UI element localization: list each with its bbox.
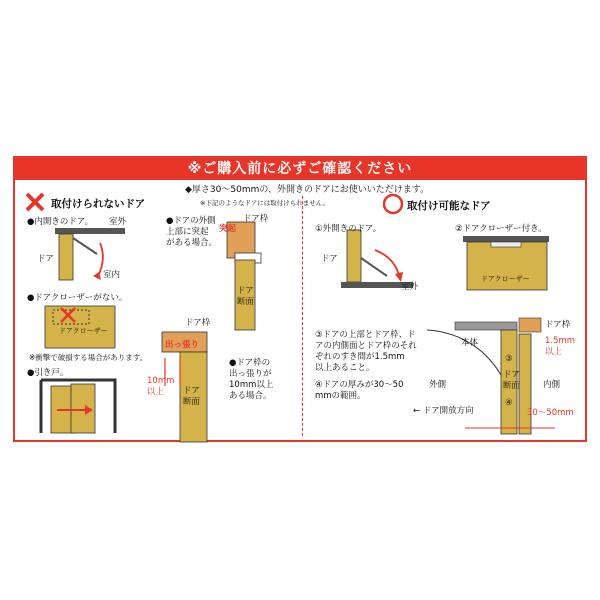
no-closer-note: ※衝撃で破損する場合があります。 bbox=[29, 353, 148, 362]
inward-door-label: ドア bbox=[37, 254, 54, 264]
red-x-icon bbox=[27, 194, 43, 210]
sliding-door-diagram bbox=[41, 380, 115, 433]
top-frame-label: ドア枠 bbox=[243, 214, 269, 224]
frame-protrusion-caption: ●ドア枠の 出っ張りが 10mm以上 ある場合。 bbox=[229, 358, 274, 401]
frame-protrusion-section: ドア 断面 bbox=[183, 386, 201, 407]
inward-door-caption: ●内開きのドア。 bbox=[27, 217, 93, 227]
frame-protrusion-frame-label: ドア枠 bbox=[185, 318, 211, 328]
intro-line2: ※下記のようなドアには取付けられません。 bbox=[200, 199, 330, 207]
diagram-direction-label: ← ドア開放方向 bbox=[413, 406, 474, 416]
top-section-label: ドア 断面 bbox=[237, 286, 255, 307]
item3-text: ③ドアの上部とドア枠、ド アの内側面とドア枠のそれ ぞれのすき間が1.5mm 以上あること。 bbox=[315, 330, 417, 373]
diagram-body-label: 本体 bbox=[461, 338, 479, 348]
item1-caption: ①外開きのドア。 bbox=[315, 224, 382, 234]
item2-caption: ②ドアクローザー付き。 bbox=[455, 224, 547, 234]
diagram-section-label: ドア 断面 bbox=[503, 370, 521, 391]
sliding-caption: ●引き戸。 bbox=[27, 368, 69, 378]
item2-closer-label: ドアクローザー bbox=[481, 275, 530, 283]
can-install-title: 取付け可能なドア bbox=[407, 200, 491, 212]
notice-banner: ※ご購入前に必ずご確認ください bbox=[15, 158, 585, 180]
inward-inside-label: 室内 bbox=[103, 270, 121, 280]
top-protrusion-caption: ●ドアの外側 上部に突起 がある場合。 bbox=[166, 216, 218, 248]
diagram-frame-label: ドア枠 bbox=[545, 320, 571, 330]
diagram-n4: ④ bbox=[505, 398, 513, 408]
diagram-n3: ③ bbox=[505, 354, 513, 364]
item1-door-label: ドア bbox=[321, 254, 338, 264]
diagram-inside-label: 内側 bbox=[543, 380, 561, 390]
cannot-install-title: 取付けられないドア bbox=[51, 198, 146, 210]
intro-line1: ◆厚さ30～50mmの、外開きのドアにお使いいただけます。 bbox=[185, 185, 430, 195]
diagram-gap-label: 1.5mm 以上 bbox=[545, 336, 576, 357]
no-closer-label: ドアクローザー bbox=[59, 327, 108, 335]
item1-outside-label: 室外 bbox=[401, 282, 419, 292]
bump-label: 突起 bbox=[219, 224, 237, 234]
top-protrusion-diagram bbox=[227, 222, 261, 330]
diagram-thickness-label: 30～50mm bbox=[527, 408, 574, 418]
frame-protrusion-dim: 10mm 以上 bbox=[147, 376, 175, 397]
item4-text: ④ドアの厚みが30～50 mmの範囲。 bbox=[315, 380, 404, 401]
diagram-outside-label: 外側 bbox=[429, 380, 447, 390]
outward-door-diagram bbox=[341, 230, 413, 288]
frame-protrusion-label: 出っ張り bbox=[165, 340, 200, 350]
inward-outside-label: 室外 bbox=[109, 217, 127, 227]
notice-card bbox=[13, 156, 587, 442]
no-closer-caption: ●ドアクローザーがない。 bbox=[27, 293, 128, 303]
red-circle-icon bbox=[384, 195, 402, 213]
